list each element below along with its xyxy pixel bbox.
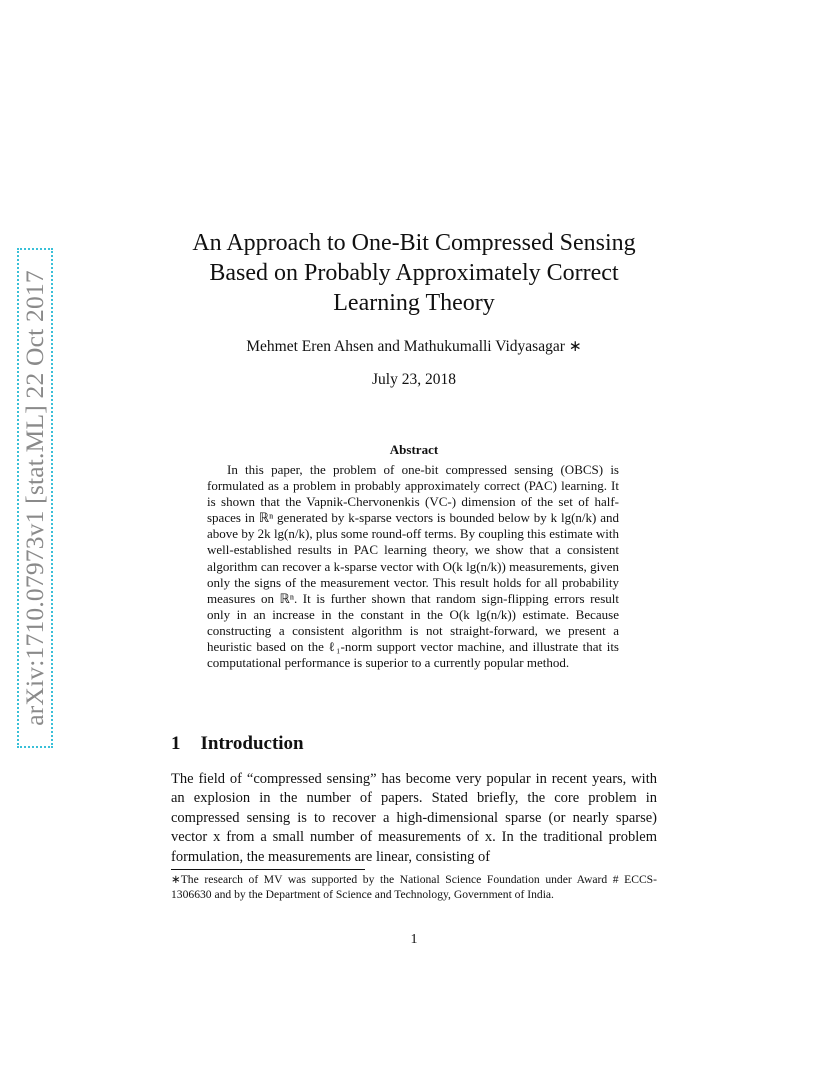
section-title: Introduction	[200, 733, 304, 754]
arxiv-stamp	[17, 248, 53, 748]
section-number: 1	[171, 733, 181, 754]
title-line: An Approach to One-Bit Compressed Sensing	[192, 230, 636, 256]
abstract-heading: Abstract	[389, 442, 439, 457]
title-line: Learning Theory	[333, 290, 495, 316]
title-line: Based on Probably Approximately Correct	[209, 260, 619, 286]
introduction-text: The field of “compressed sensing” has become very popular in recent years, with an explosion in the number of papers. Stated briefly, the core problem in compressed sensing is to recover a high-dimensional sparse (or nearly sparse) vector x from a small number of measurements of x. In the traditional problem formulation, the measurements are linear, consisting of	[171, 771, 657, 865]
section-heading	[171, 733, 304, 755]
footnote-divider	[171, 869, 365, 870]
abstract-text: In this paper, the problem of one-bit compressed sensing (OBCS) is formulated as a problem in probably approximately correct (PAC) learning. It is shown that the Vapnik-Chervonenkis (VC-) dimension of the set of half-spaces in ℝⁿ generated by k-sparse vectors is bounded below by k lg(n/k) and above by 2k lg(n/k), plus some round-off terms. By coupling this estimate with well-established results in PAC learning theory, we show that a consistent algorithm can recover a k-sparse vector with O(k lg(n/k)) measurements, given only the signs of the measurement vector. This result holds for all probability measures on ℝⁿ. It is further shown that random sign-flipping errors result only in an increase in the constant in the O(k lg(n/k)) estimate. Because constructing a consistent algorithm is not straight-forward, we present a heuristic based on the ℓ₁-norm support vector machine, and illustrate that its computational performance is superior to a currently popular method.	[207, 462, 619, 671]
publication-date: July 23, 2018	[372, 371, 456, 388]
authors: Mehmet Eren Ahsen and Mathukumalli Vidyasagar ∗	[246, 338, 582, 355]
arxiv-identifier: arXiv:1710.07973v1 [stat.ML] 22 Oct 2017	[20, 270, 49, 726]
page-number: 1	[410, 932, 418, 947]
paper-title	[150, 228, 678, 318]
footnote: ∗The research of MV was supported by the National Science Foundation under Award # ECCS-1306630 and by the Department of Science and Technology, Government of India.	[171, 873, 657, 901]
